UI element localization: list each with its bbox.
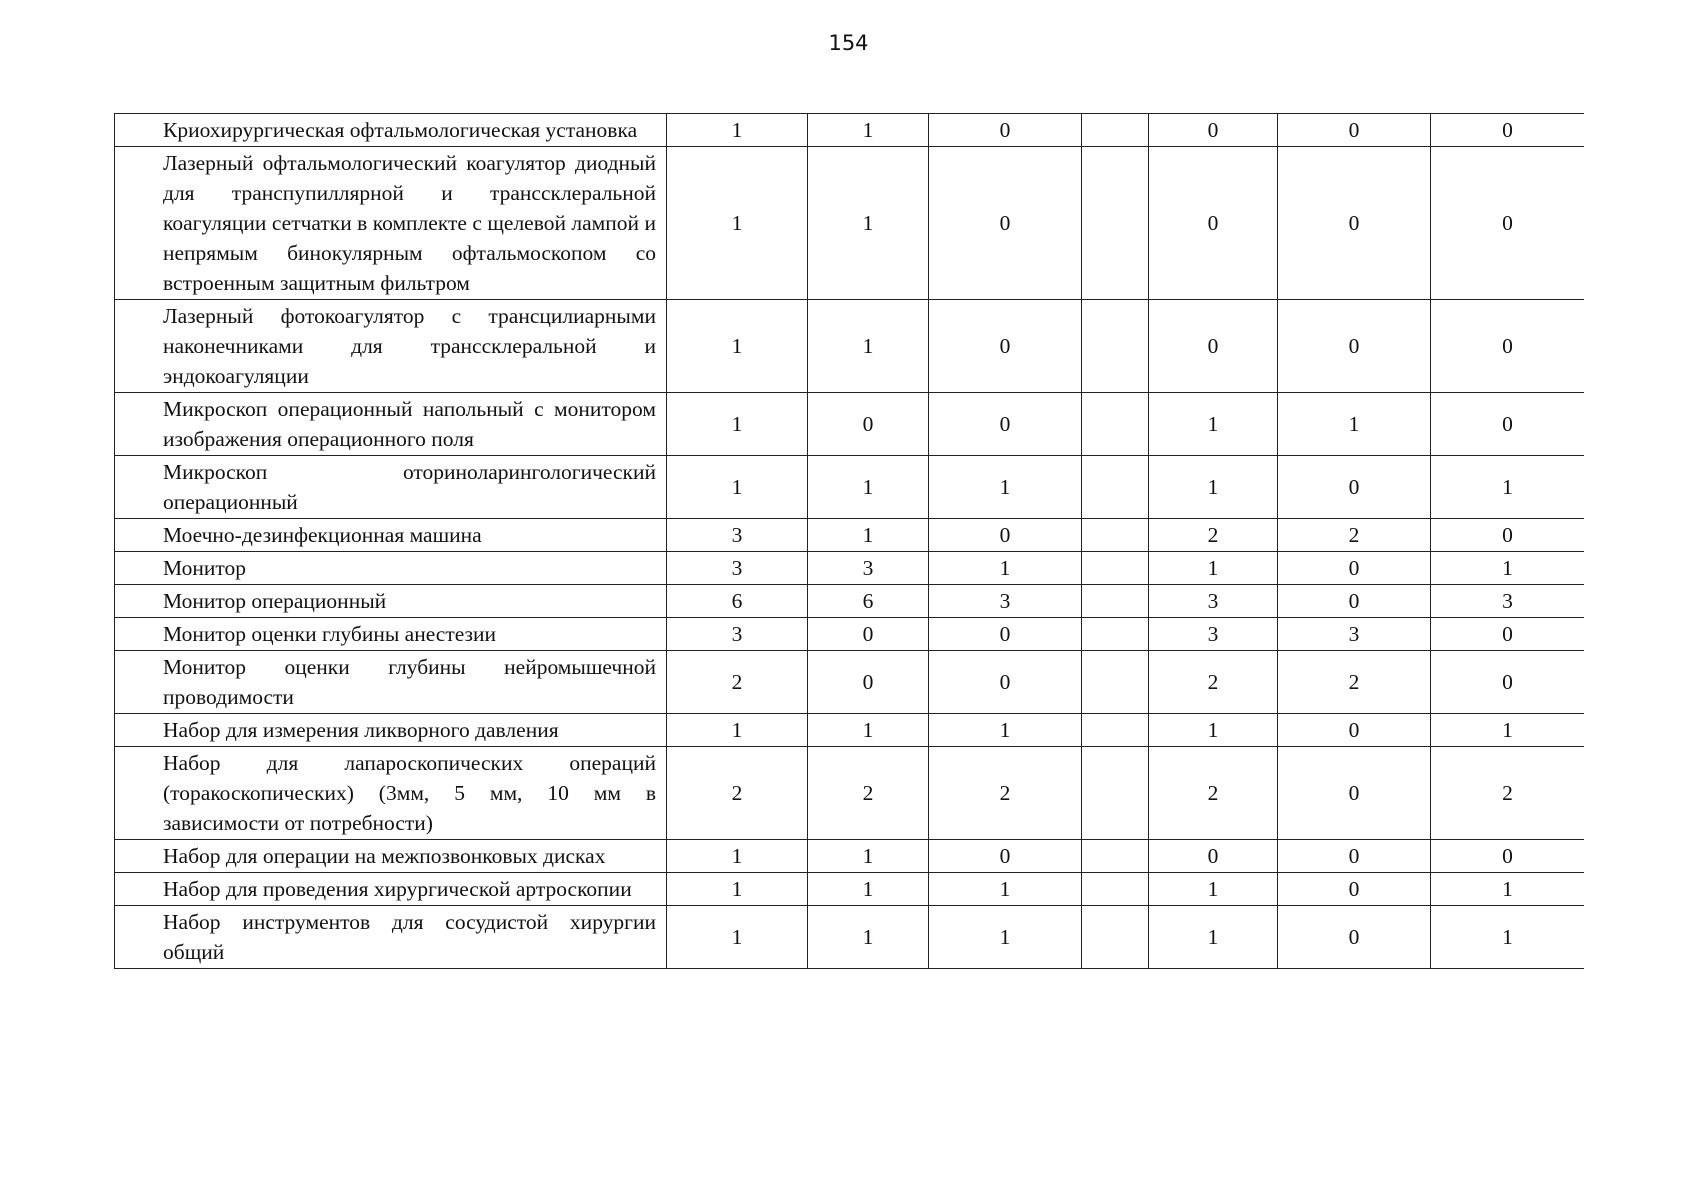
quantity-cell: 1: [1149, 714, 1278, 747]
quantity-cell: 1: [929, 714, 1082, 747]
quantity-cell: 3: [1149, 585, 1278, 618]
table-row: [115, 114, 1585, 147]
quantity-cell: 0: [929, 840, 1082, 873]
quantity-cell: 0: [1431, 147, 1585, 300]
equipment-table-body: [115, 114, 1585, 969]
quantity-cell: 0: [1149, 300, 1278, 393]
quantity-cell: 2: [1278, 651, 1431, 714]
quantity-cell: 0: [1431, 393, 1585, 456]
table-row: [115, 393, 1585, 456]
table-row: [115, 747, 1585, 840]
quantity-cell: 1: [929, 456, 1082, 519]
quantity-cell: 0: [1431, 519, 1585, 552]
equipment-name-cell: Монитор: [115, 552, 667, 585]
quantity-cell: 6: [808, 585, 929, 618]
quantity-cell: [1082, 114, 1149, 147]
quantity-cell: 1: [667, 114, 808, 147]
quantity-cell: [1082, 585, 1149, 618]
quantity-cell: [1082, 519, 1149, 552]
quantity-cell: 3: [1149, 618, 1278, 651]
table-row: [115, 519, 1585, 552]
table-row: [115, 618, 1585, 651]
quantity-cell: 1: [667, 873, 808, 906]
quantity-cell: 2: [1149, 747, 1278, 840]
quantity-cell: 0: [1278, 147, 1431, 300]
equipment-name-cell: Моечно-дезинфекционная машина: [115, 519, 667, 552]
table-row: [115, 906, 1585, 969]
quantity-cell: 2: [1149, 651, 1278, 714]
quantity-cell: [1082, 300, 1149, 393]
equipment-table: [114, 113, 1584, 969]
quantity-cell: [1082, 906, 1149, 969]
quantity-cell: 1: [1149, 873, 1278, 906]
quantity-cell: 0: [929, 651, 1082, 714]
quantity-cell: 0: [929, 519, 1082, 552]
quantity-cell: 0: [929, 618, 1082, 651]
quantity-cell: 1: [667, 300, 808, 393]
quantity-cell: 3: [667, 552, 808, 585]
quantity-cell: [1082, 393, 1149, 456]
quantity-cell: 1: [667, 714, 808, 747]
table-row: [115, 873, 1585, 906]
equipment-name-cell: Монитор операционный: [115, 585, 667, 618]
quantity-cell: 3: [1278, 618, 1431, 651]
quantity-cell: 0: [1431, 840, 1585, 873]
quantity-cell: 1: [1149, 456, 1278, 519]
equipment-name-cell: Набор для измерения ликворного давления: [115, 714, 667, 747]
quantity-cell: 1: [1431, 714, 1585, 747]
quantity-cell: 0: [1431, 300, 1585, 393]
quantity-cell: 2: [1431, 747, 1585, 840]
quantity-cell: 3: [808, 552, 929, 585]
quantity-cell: 2: [929, 747, 1082, 840]
quantity-cell: [1082, 147, 1149, 300]
equipment-name-cell: Набор для проведения хирургической артроскопии: [115, 873, 667, 906]
quantity-cell: 0: [929, 393, 1082, 456]
quantity-cell: 1: [667, 906, 808, 969]
equipment-name-cell: Лазерный офтальмологический коагулятор диодный для транспупиллярной и транссклеральной коагуляции сетчатки в комплекте с щелевой лампой и непрямым бинокулярным офтальмоскопом со встроенным защитным фильтром: [115, 147, 667, 300]
quantity-cell: 1: [808, 519, 929, 552]
quantity-cell: 1: [808, 714, 929, 747]
quantity-cell: 2: [1149, 519, 1278, 552]
equipment-name-cell: Криохирургическая офтальмологическая установка: [115, 114, 667, 147]
quantity-cell: [1082, 747, 1149, 840]
quantity-cell: 0: [1149, 840, 1278, 873]
quantity-cell: 0: [1278, 300, 1431, 393]
quantity-cell: [1082, 618, 1149, 651]
quantity-cell: 1: [1149, 906, 1278, 969]
equipment-table-container: [114, 113, 1584, 1075]
quantity-cell: 1: [1431, 456, 1585, 519]
quantity-cell: 0: [808, 393, 929, 456]
equipment-name-cell: Набор инструментов для сосудистой хирургии общий: [115, 906, 667, 969]
quantity-cell: 0: [1278, 873, 1431, 906]
quantity-cell: 0: [1431, 114, 1585, 147]
quantity-cell: 1: [1431, 906, 1585, 969]
quantity-cell: 0: [1431, 618, 1585, 651]
table-row: [115, 651, 1585, 714]
quantity-cell: 1: [808, 456, 929, 519]
quantity-cell: 1: [808, 300, 929, 393]
quantity-cell: 1: [1149, 552, 1278, 585]
quantity-cell: 3: [929, 585, 1082, 618]
quantity-cell: 1: [808, 114, 929, 147]
quantity-cell: 6: [667, 585, 808, 618]
quantity-cell: 1: [1149, 393, 1278, 456]
quantity-cell: 0: [1431, 651, 1585, 714]
equipment-name-cell: Монитор оценки глубины анестезии: [115, 618, 667, 651]
equipment-name-cell: Набор для операции на межпозвонковых дисках: [115, 840, 667, 873]
quantity-cell: 1: [667, 393, 808, 456]
table-row: [115, 585, 1585, 618]
quantity-cell: 1: [808, 840, 929, 873]
quantity-cell: 0: [929, 300, 1082, 393]
quantity-cell: 1: [1431, 873, 1585, 906]
quantity-cell: 0: [1278, 114, 1431, 147]
table-row: [115, 840, 1585, 873]
equipment-name-cell: Микроскоп оториноларингологический операционный: [115, 456, 667, 519]
quantity-cell: 1: [667, 456, 808, 519]
quantity-cell: 1: [667, 840, 808, 873]
table-row: [115, 300, 1585, 393]
quantity-cell: 1: [929, 873, 1082, 906]
quantity-cell: [1082, 873, 1149, 906]
quantity-cell: 3: [1431, 585, 1585, 618]
quantity-cell: 1: [1278, 393, 1431, 456]
table-row: [115, 714, 1585, 747]
quantity-cell: 1: [808, 906, 929, 969]
quantity-cell: 1: [808, 873, 929, 906]
quantity-cell: 0: [1278, 552, 1431, 585]
quantity-cell: 0: [929, 114, 1082, 147]
quantity-cell: 1: [667, 147, 808, 300]
quantity-cell: 2: [667, 747, 808, 840]
table-row: [115, 147, 1585, 300]
quantity-cell: [1082, 714, 1149, 747]
quantity-cell: 0: [808, 618, 929, 651]
equipment-name-cell: Микроскоп операционный напольный с монитором изображения операционного поля: [115, 393, 667, 456]
table-row: [115, 456, 1585, 519]
equipment-name-cell: Лазерный фотокоагулятор с трансцилиарными наконечниками для транссклеральной и эндокоагуляции: [115, 300, 667, 393]
quantity-cell: 0: [1149, 114, 1278, 147]
quantity-cell: [1082, 651, 1149, 714]
quantity-cell: 3: [667, 618, 808, 651]
quantity-cell: [1082, 552, 1149, 585]
quantity-cell: 0: [1278, 906, 1431, 969]
page-number: 154: [828, 31, 869, 55]
quantity-cell: [1082, 840, 1149, 873]
quantity-cell: 1: [929, 906, 1082, 969]
quantity-cell: 1: [1431, 552, 1585, 585]
quantity-cell: 3: [667, 519, 808, 552]
equipment-name-cell: Набор для лапароскопических операций (торакоскопических) (3мм, 5 мм, 10 мм в зависимости от потребности): [115, 747, 667, 840]
equipment-name-cell: Монитор оценки глубины нейромышечной проводимости: [115, 651, 667, 714]
quantity-cell: 0: [929, 147, 1082, 300]
quantity-cell: 1: [808, 147, 929, 300]
quantity-cell: 0: [1278, 585, 1431, 618]
quantity-cell: 0: [808, 651, 929, 714]
quantity-cell: 2: [1278, 519, 1431, 552]
quantity-cell: 0: [1278, 456, 1431, 519]
quantity-cell: 2: [667, 651, 808, 714]
quantity-cell: 0: [1278, 714, 1431, 747]
quantity-cell: 0: [1278, 840, 1431, 873]
quantity-cell: [1082, 456, 1149, 519]
table-row: [115, 552, 1585, 585]
quantity-cell: 2: [808, 747, 929, 840]
quantity-cell: 1: [929, 552, 1082, 585]
quantity-cell: 0: [1149, 147, 1278, 300]
quantity-cell: 0: [1278, 747, 1431, 840]
